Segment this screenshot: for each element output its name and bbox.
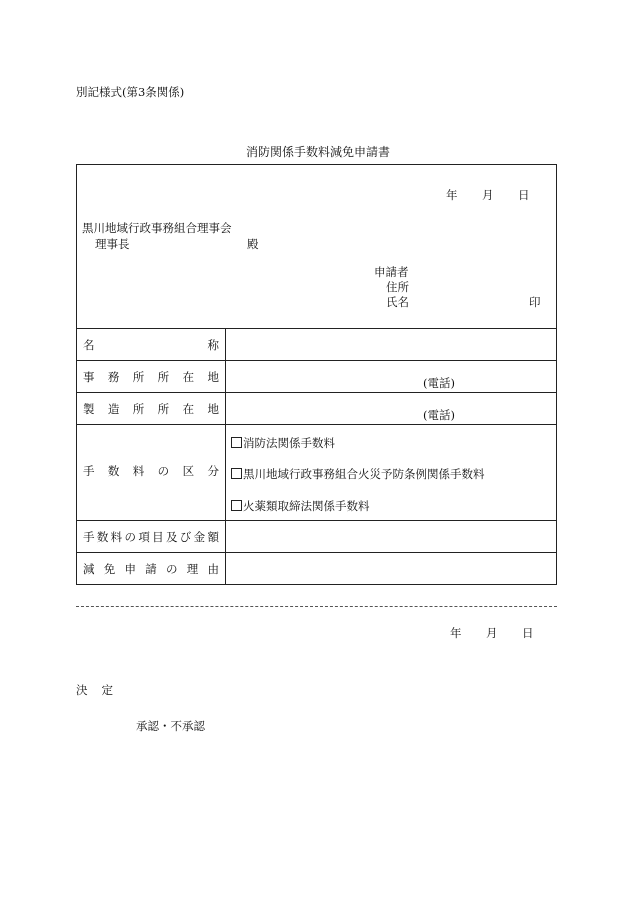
application-form-table bbox=[76, 164, 557, 585]
footer-date-month: 月 bbox=[486, 626, 498, 640]
row-label-fee-items-amount: 手 数 料 の 項 目 及 び 金 額 bbox=[83, 530, 219, 544]
fee-option-fire-service-act[interactable]: 消防法関係手数料 bbox=[231, 435, 335, 451]
header-date-month: 月 bbox=[482, 188, 494, 202]
fee-option-explosives-act[interactable]: 火薬類取締法関係手数料 bbox=[231, 498, 370, 514]
row-label-fee-category: 手 数 料 の 区 分 bbox=[83, 464, 219, 478]
address-label: 住所 bbox=[386, 280, 409, 294]
row-divider bbox=[77, 392, 556, 393]
row-divider bbox=[77, 552, 556, 553]
row-label-exemption-reason: 減 免 申 請 の 理 由 bbox=[83, 562, 219, 576]
factory-phone-label: (電話) bbox=[423, 408, 455, 422]
form-label: 別記様式(第3条関係) bbox=[76, 85, 185, 99]
decision-options: 承認・不承認 bbox=[136, 719, 205, 733]
row-divider bbox=[77, 328, 556, 329]
row-divider bbox=[77, 520, 556, 521]
checkbox-icon[interactable] bbox=[231, 500, 242, 511]
row-divider bbox=[77, 424, 556, 425]
row-label-office-address: 事 務 所 所 在 地 bbox=[83, 370, 219, 384]
honorific: 殿 bbox=[247, 237, 259, 251]
checkbox-icon[interactable] bbox=[231, 437, 242, 448]
office-phone-label: (電話) bbox=[423, 376, 455, 390]
addressee-title: 理事長 bbox=[95, 237, 130, 251]
header-date-year: 年 bbox=[446, 188, 458, 202]
header-date-day: 日 bbox=[518, 188, 530, 202]
name-label: 氏名 bbox=[386, 295, 409, 309]
checkbox-icon[interactable] bbox=[231, 468, 242, 479]
fee-option-fire-prevention-ordinance[interactable]: 黒川地域行政事務組合火災予防条例関係手数料 bbox=[231, 466, 485, 482]
row-divider bbox=[77, 360, 556, 361]
document-title: 消防関係手数料減免申請書 bbox=[246, 145, 391, 159]
addressee-organization: 黒川地域行政事務組合理事会 bbox=[82, 221, 232, 235]
row-label-name: 名 称 bbox=[83, 338, 219, 352]
column-divider bbox=[225, 328, 226, 584]
decision-label: 決定 bbox=[76, 683, 127, 697]
applicant-label: 申請者 bbox=[374, 265, 409, 279]
footer-date-year: 年 bbox=[450, 626, 462, 640]
footer-date-day: 日 bbox=[522, 626, 534, 640]
row-label-factory-address: 製 造 所 所 在 地 bbox=[83, 402, 219, 416]
seal-label: 印 bbox=[529, 295, 541, 309]
cut-line bbox=[76, 606, 557, 607]
